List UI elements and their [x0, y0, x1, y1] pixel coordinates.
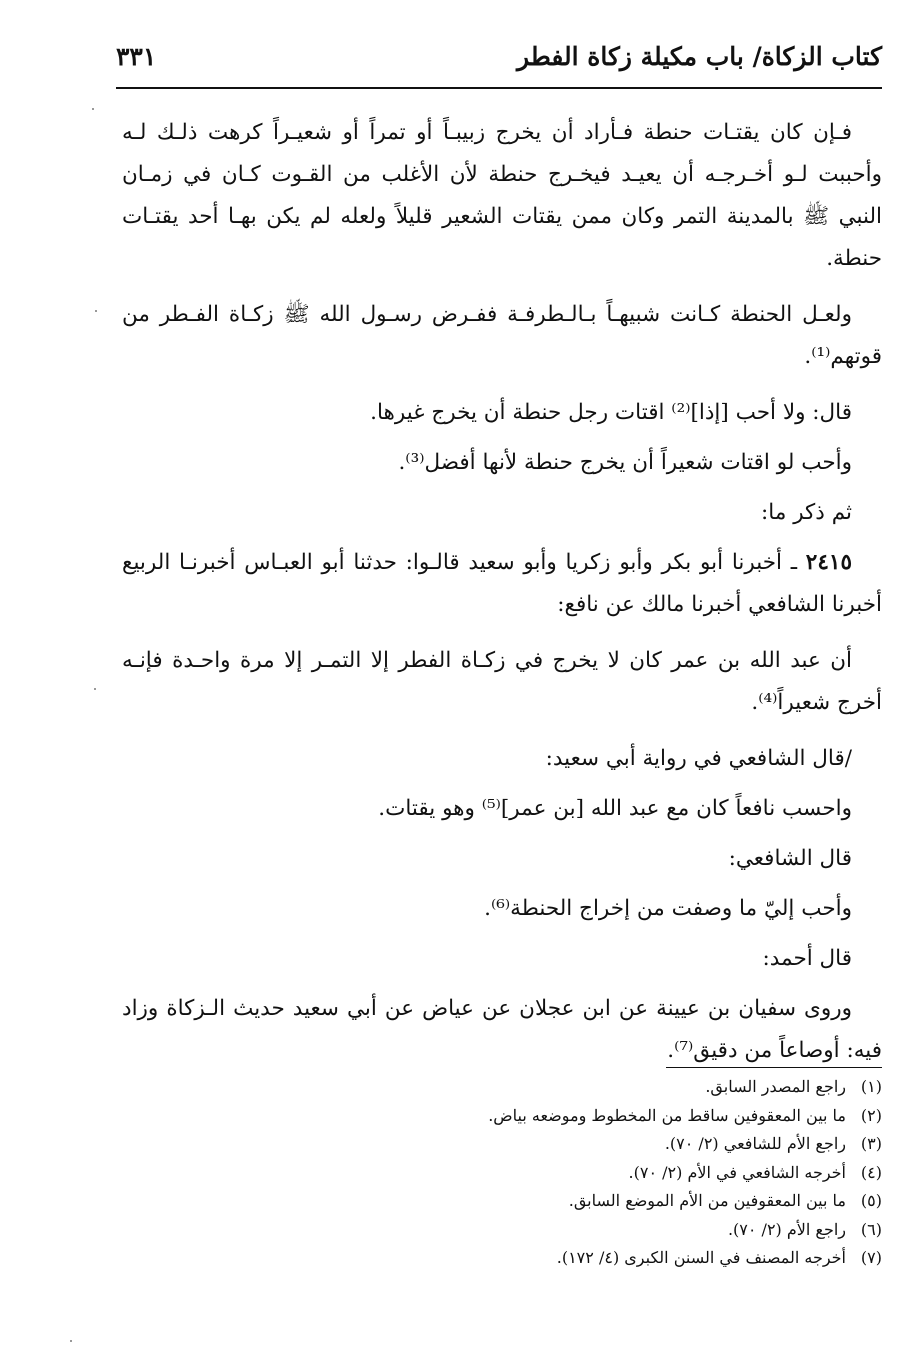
hadith-number: ٢٤١٥: [805, 550, 852, 575]
footnote: [122, 1244, 882, 1273]
scan-speck: [92, 108, 94, 110]
paragraph-2: ولعـل الحنطة كـانت شبيهـاً بـالـطرفـة ففـرض رسـول الله ﷺ زكـاة الفـطر من قوتهم⁽¹⁾.: [122, 302, 882, 369]
scan-speck: [95, 310, 97, 312]
footnote-number: (٢): [860, 1105, 882, 1125]
footnote-text: أخرجه الشافعي في الأم (٢/ ٧٠).: [628, 1162, 846, 1182]
footnote: [122, 1073, 882, 1102]
footnote-number: (٥): [860, 1191, 882, 1210]
paragraph-12: قال أحمد:: [762, 946, 852, 971]
footnote-text: أخرجه المصنف في السنن الكبرى (٤/ ١٧٢).: [556, 1248, 846, 1267]
scan-speck: [70, 1340, 72, 1342]
page-number: ٣٣١: [116, 42, 157, 71]
paragraph-10: قال الشافعي:: [728, 846, 852, 871]
paragraph-1: فـإن كان يقتـات حنطة فـأراد أن يخرج زبيبـاً أو تمراً أو شعيـراً كرهت ذلـك لـه وأحببت لـو أخـرجـه أن يعيـد فيخـرج حنطة لأن الأغلب من القـوت كـان في زمـان النبي ﷺ بالمدينة التمر وكان ممن يقتات الشعير قليلاً ولعله لم يكن بهـا أحد يقتـات حنطة.: [122, 120, 882, 271]
footnote-text: ما بين المعقوفين من الأم الموضع السابق.: [568, 1191, 846, 1210]
header-rule: [116, 87, 882, 89]
footnote: [122, 1102, 882, 1131]
paragraph-4: وأحب لو اقتات شعيراً أن يخرج حنطة لأنها أفضل⁽³⁾.: [398, 450, 852, 475]
footnote-text: ما بين المعقوفين ساقط من المخطوط وموضعه بياض.: [488, 1105, 846, 1125]
header-title: كتاب الزكاة/ باب مكيلة زكاة الفطر: [517, 42, 882, 71]
footnote-number: (٤): [860, 1162, 882, 1182]
paragraph-7: أن عبد الله بن عمر كان لا يخرج في زكـاة الفطر إلا التمـر إلا مرة واحـدة فإنـه أخرج شعيراً⁽⁴⁾.: [122, 648, 882, 715]
footnote: [122, 1216, 882, 1245]
paragraph-5: ثم ذكر ما:: [761, 500, 852, 525]
footnotes: [122, 1073, 882, 1273]
paragraph-11: وأحب إليّ ما وصفت من إخراج الحنطة⁽⁶⁾.: [484, 896, 852, 921]
scan-speck: [94, 688, 96, 690]
footnote-number: (٣): [860, 1134, 882, 1153]
footnote-text: راجع الأم للشافعي (٢/ ٧٠).: [664, 1134, 846, 1153]
main-text: [122, 112, 882, 1086]
hadith-chain: ـ أخبرنا أبو بكر وأبو زكريا وأبو سعيد قالـوا: حدثنا أبو العبـاس أخبرنـا الربيع أخبرنا الشافعي أخبرنا مالك عن نافع:: [122, 550, 882, 617]
paragraph-9: واحسب نافعاً كان مع عبد الله [بن عمر]⁽⁵⁾ وهو يقتات.: [378, 796, 852, 821]
footnote-rule: [666, 1067, 882, 1068]
hadith-paragraph: [122, 542, 882, 626]
paragraph-8: /قال الشافعي في رواية أبي سعيد:: [545, 746, 852, 771]
footnote-text: راجع الأم (٢/ ٧٠).: [727, 1219, 846, 1239]
footnote: [122, 1159, 882, 1188]
footnote-number: (٧): [860, 1248, 882, 1267]
footnote-number: (٦): [860, 1219, 882, 1239]
footnote-number: (١): [860, 1077, 882, 1096]
paragraph-3: قال: ولا أحب [إذا]⁽²⁾ اقتات رجل حنطة أن يخرج غيرها.: [370, 400, 852, 425]
footnote-text: راجع المصدر السابق.: [705, 1077, 846, 1096]
paragraph-13: وروى سفيان بن عيينة عن ابن عجلان عن عياض عن أبي سعيد حديث الـزكاة وزاد فيه: أوصاعاً من دقيق⁽⁷⁾.: [122, 996, 882, 1063]
running-header: [116, 38, 882, 86]
footnote: [122, 1130, 882, 1159]
footnote: [122, 1187, 882, 1216]
